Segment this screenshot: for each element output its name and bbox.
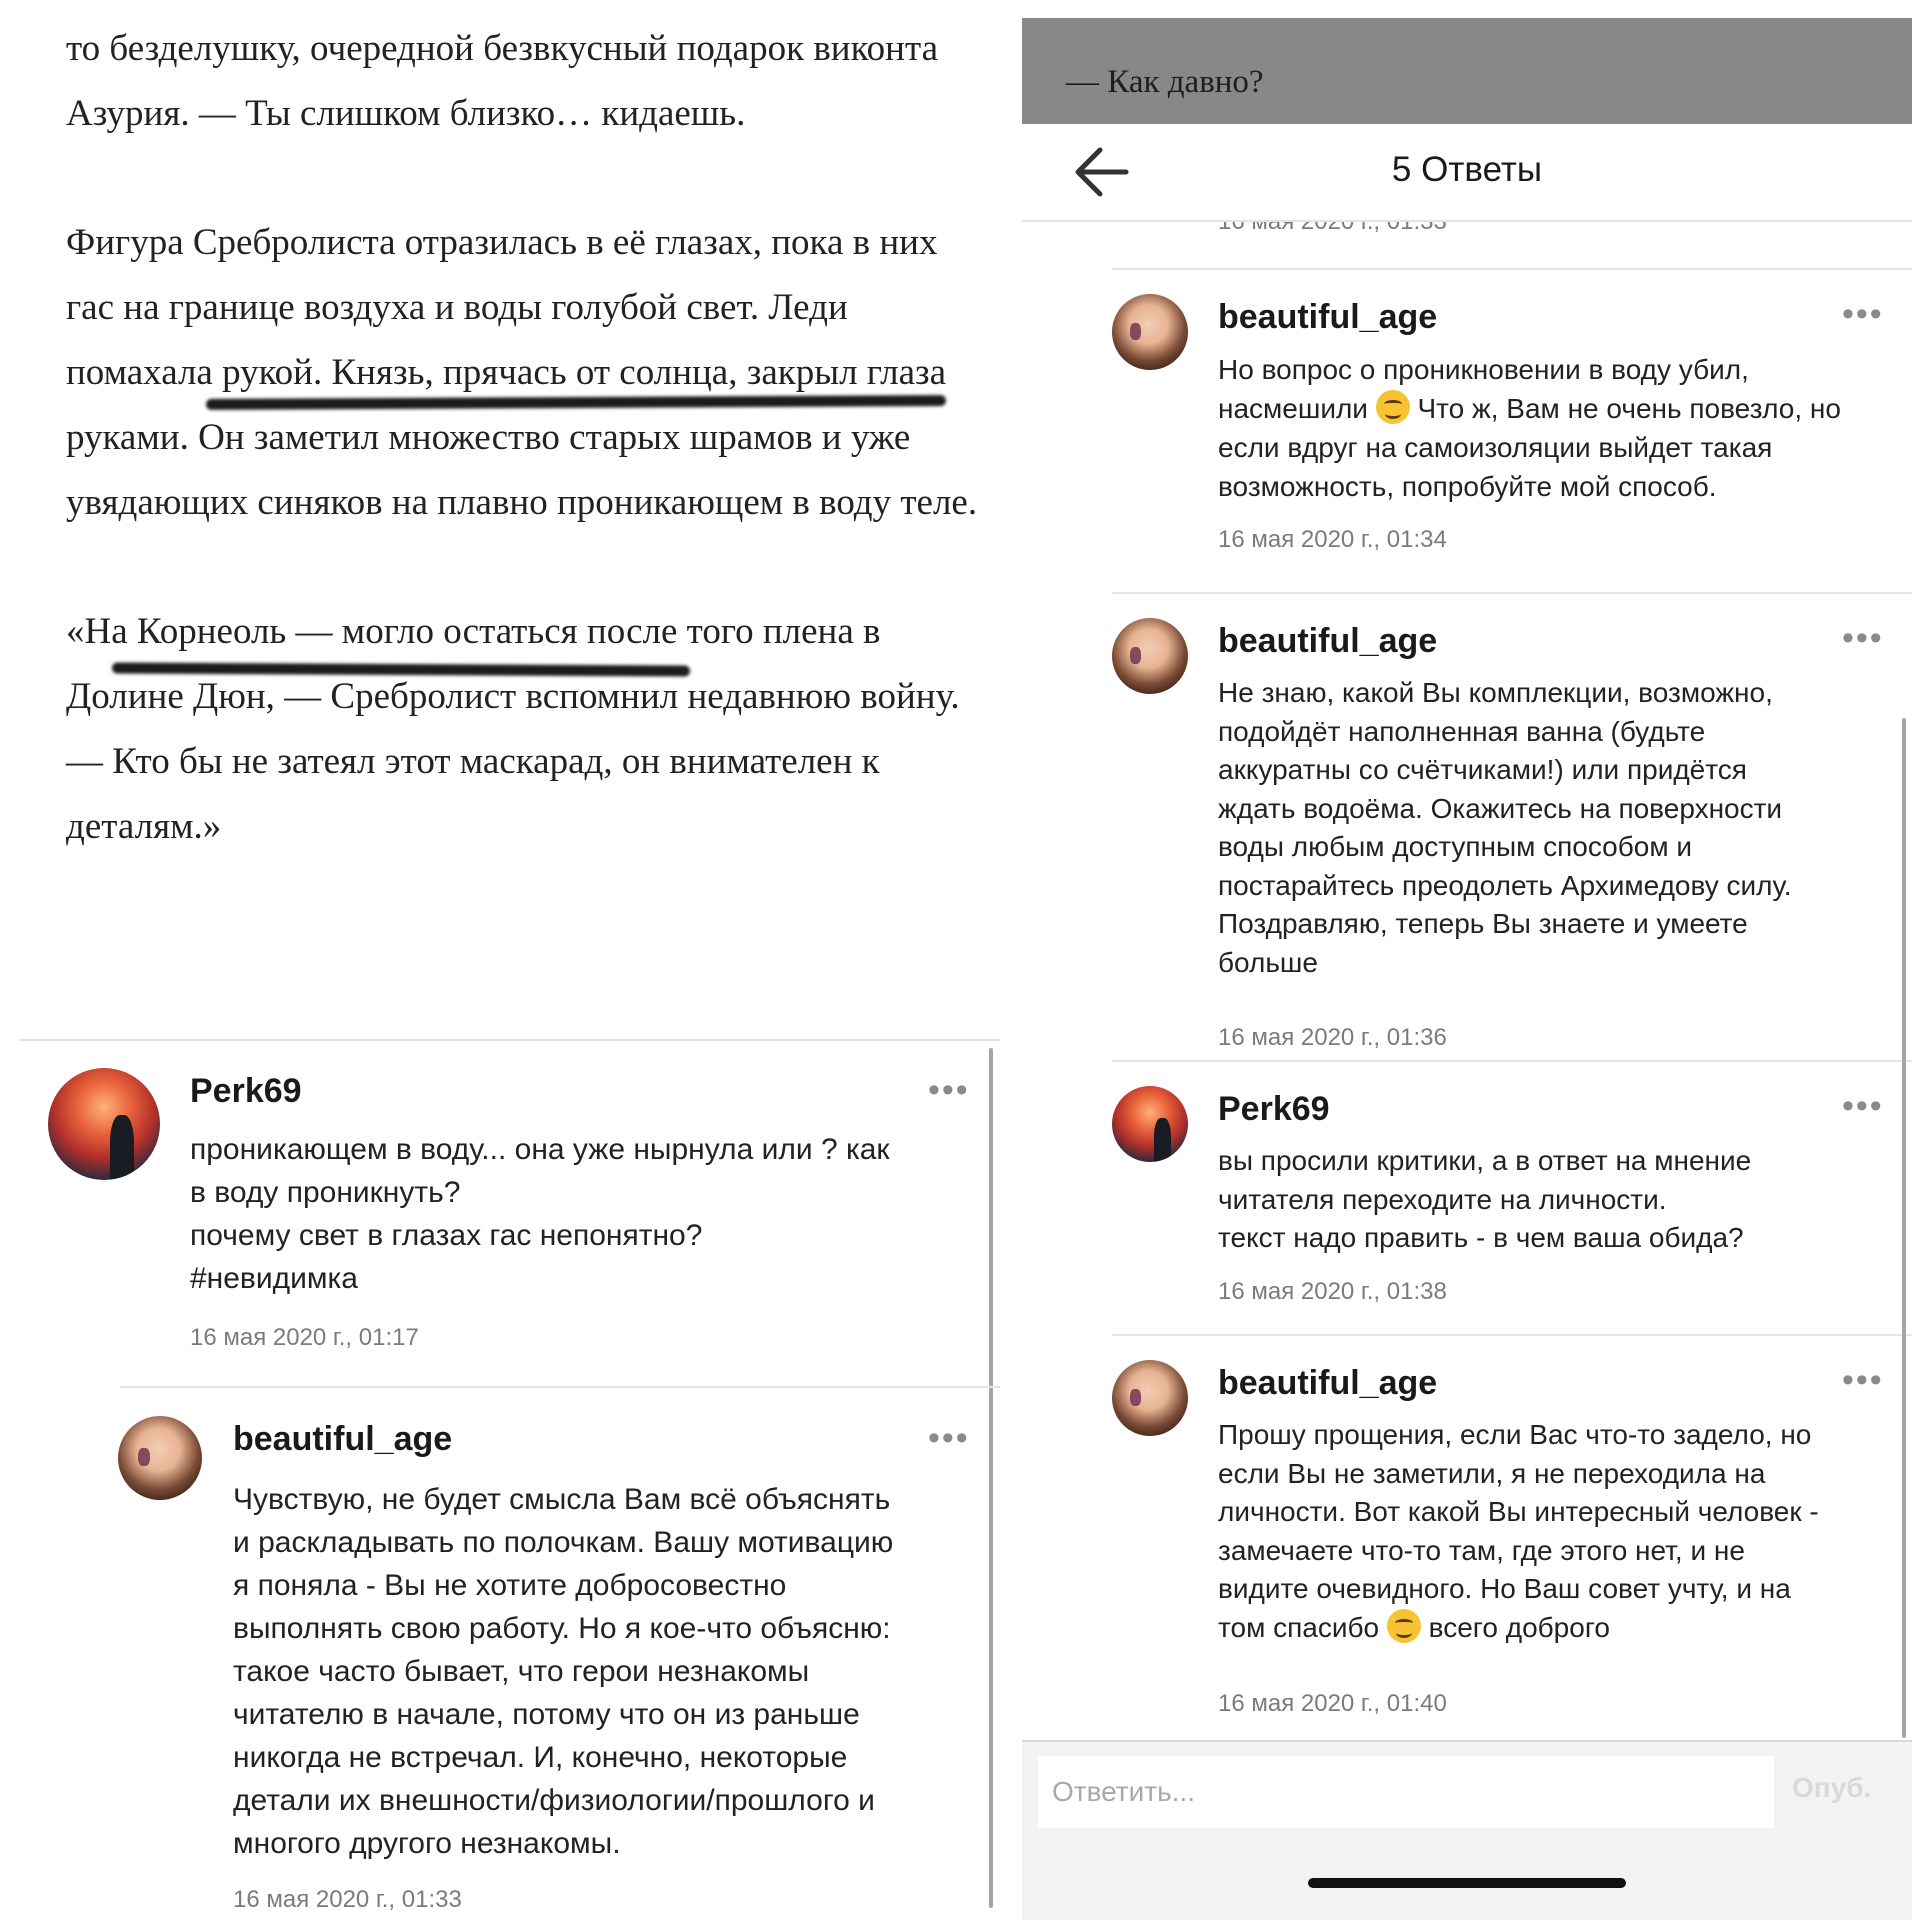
reply-item <box>1022 290 1912 590</box>
comment-date: 16 мая 2020 г., 01:34 <box>1218 526 1447 553</box>
comment-date: 16 мая 2020 г., 01:36 <box>1218 1024 1447 1051</box>
avatar[interactable] <box>118 1416 202 1500</box>
comment-date: 16 мая 2020 г., 01:33 <box>233 1886 462 1913</box>
story-comments-divider <box>20 1039 1000 1041</box>
comment-separator <box>1112 1060 1912 1062</box>
underlined-phrase-2: плавно проникающем в воду теле. <box>437 482 978 523</box>
comment-text: Не знаю, какой Вы комплекции, возможно, подойдёт наполненная ванна (будьте аккуратны со счётчиками!) или придётся ждать водоёма. Окажитесь на поверхности воды любым доступным способом и постарайтесь преодолеть Архимедову силу. Поздравляю, теперь Вы знаете и умеете больше <box>1218 677 1792 978</box>
comment <box>0 1060 1000 1380</box>
comment-separator <box>120 1386 1000 1388</box>
story-paragraph-2-start: Фигура Сребролиста отразилась в её глазах, пока в них гас <box>66 222 938 328</box>
comment-date: 16 мая 2020 г., 01:17 <box>190 1324 419 1351</box>
scrollbar[interactable] <box>1902 718 1906 1738</box>
comment-text <box>1218 1416 1908 1647</box>
avatar[interactable] <box>1112 294 1188 370</box>
laughing-cat-emoji-icon <box>1376 390 1410 424</box>
more-options-icon[interactable]: ••• <box>928 1071 970 1109</box>
reply-composer <box>1022 1740 1912 1920</box>
reply-item <box>1022 1356 1912 1736</box>
story-paragraph-3: «На Корнеоль — могло остаться после того плена в Долине Дюн, — Сребролист вспомнил недавнюю войну. — Кто бы не затеял этот маскарад, он внимателен к деталям.» <box>66 611 960 847</box>
comment-separator <box>1112 592 1912 594</box>
more-options-icon[interactable]: ••• <box>1842 1087 1884 1125</box>
comment-separator <box>1112 1334 1912 1336</box>
story-text <box>66 16 986 923</box>
home-indicator[interactable] <box>1308 1878 1626 1888</box>
publish-button[interactable]: Опуб. <box>1792 1772 1872 1803</box>
avatar[interactable] <box>1112 1086 1188 1162</box>
comment-text: проникающем в воду... она уже нырнула или ? как в воду проникнуть? почему свет в глазах гас непонятно? #невидимка <box>190 1133 890 1295</box>
comment-reply <box>0 1408 1000 1920</box>
replies-title: 5 Ответы <box>1391 150 1543 189</box>
comment-text-start: Прошу прощения, если Вас что-то задело, но если Вы не заметили, я не переходила на личности. Вот какой Вы интересный человек - замечаете что-то там, где этого нет, и не видите очевидного. Но Ваш совет учту, и на том спасибо <box>1218 1419 1819 1643</box>
comment-text <box>1218 350 1908 506</box>
reply-item <box>1022 614 1912 1054</box>
replies-header <box>1022 124 1912 222</box>
underlined-phrase-1: на границе воздуха и воды голубой свет. <box>123 287 760 328</box>
comment-separator <box>1112 268 1912 270</box>
story-paragraph-2 <box>66 210 986 535</box>
avatar[interactable] <box>1112 618 1188 694</box>
smiling-emoji-icon <box>1387 1609 1421 1643</box>
comment-date: 16 мая 2020 г., 01:40 <box>1218 1690 1447 1717</box>
reply-input[interactable] <box>1038 1756 1774 1828</box>
more-options-icon[interactable]: ••• <box>928 1419 970 1457</box>
story-paragraph-1: то безделушку, очередной безвкусный подарок виконта Азурия. — Ты слишком близко… кидаешь. <box>66 28 939 134</box>
comment-author[interactable]: Perk69 <box>1218 1090 1330 1128</box>
comment-text: Чувствую, не будет смысла Вам всё объяснять и раскладывать по полочкам. Вашу мотивацию я поняла - Вы не хотите добросовестно выполнять свою работу. Но я кое-что объясню: такое часто бывает, что герои незнакомы читателю в начале, потому что он из раньше никогда не встречал. И, конечно, некоторые детали их внешности/физиологии/прошлого и многого другого незнакомы. <box>233 1483 894 1860</box>
comment-author[interactable]: beautiful_age <box>1218 1364 1438 1402</box>
story-paragraph-2-middle: Леди помахала рукой. Князь, прячась от солнца, закрыл глаза руками. Он заметил множество старых шрамов и уже увядающих синяков на <box>66 287 947 523</box>
comment-text-end: Что ж, Вам не очень повезло, но если вдруг на самоизоляции выйдет такая возможность, попробуйте мой способ. <box>1218 393 1841 502</box>
avatar[interactable] <box>1112 1360 1188 1436</box>
right-screenshot-panel <box>1022 18 1912 1920</box>
story-excerpt: — Как давно? <box>1066 64 1264 100</box>
more-options-icon[interactable]: ••• <box>1842 1361 1884 1399</box>
more-options-icon[interactable]: ••• <box>1842 295 1884 333</box>
comment-date: 16 мая 2020 г., 01:38 <box>1218 1278 1447 1305</box>
comment-text-end: всего доброго <box>1420 1611 1610 1643</box>
comment-author[interactable]: beautiful_age <box>1218 622 1438 660</box>
comment-author[interactable]: Perk69 <box>190 1072 302 1110</box>
avatar[interactable] <box>48 1068 160 1180</box>
more-options-icon[interactable]: ••• <box>1842 619 1884 657</box>
reply-item <box>1022 1082 1912 1322</box>
comment-author[interactable]: beautiful_age <box>233 1420 453 1458</box>
comment-text: вы просили критики, а в ответ на мнение читателя переходите на личности. текст надо править - в чем ваша обида? <box>1218 1145 1752 1253</box>
comment-author[interactable]: beautiful_age <box>1218 298 1438 336</box>
comment-text-start: Но вопрос о проникновении в воду убил, насмешили <box>1218 354 1749 424</box>
dimmed-story-background <box>1022 18 1912 124</box>
